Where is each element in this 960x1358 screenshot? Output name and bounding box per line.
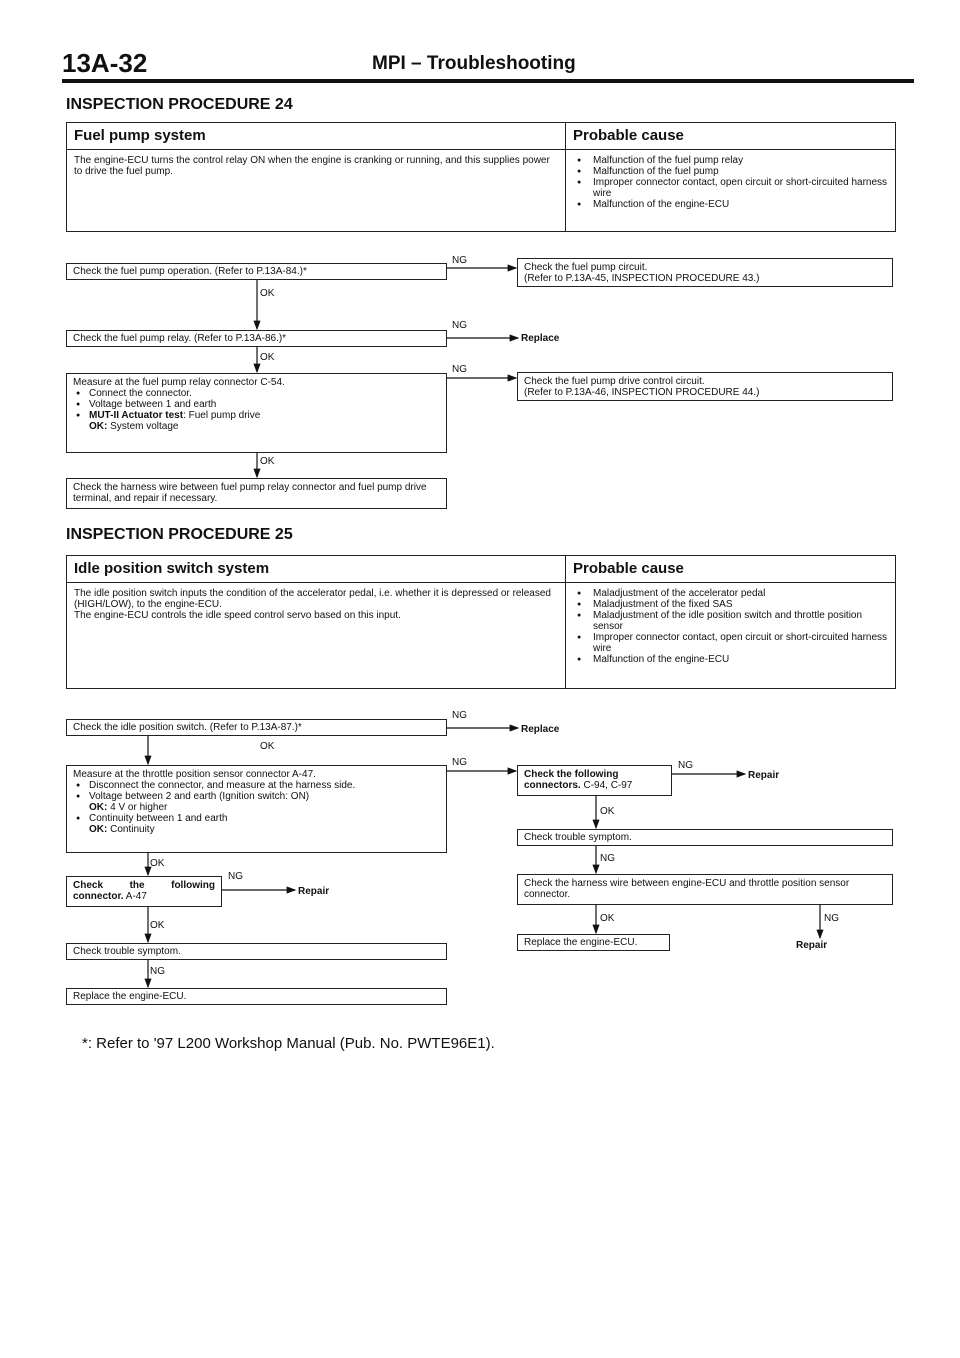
list-item: ● Improper connector contact, open circuit or short-circuited harness wire [593, 632, 888, 654]
flow-ok-label: OK [150, 858, 165, 869]
proc24-step2-ng-text: Replace [521, 333, 560, 344]
proc25-cause-title: Probable cause [566, 556, 895, 583]
proc25-r1-ng-text: Repair [748, 770, 780, 781]
proc25-step3-code: A-47 [123, 891, 147, 902]
flow-ng-label: NG [452, 364, 467, 375]
ok-label: OK: [89, 802, 108, 813]
list-item: ● Malfunction of the engine-ECU [593, 199, 888, 210]
page-number: 13A-32 [62, 48, 148, 78]
list-item: ● Connect the connector. [89, 388, 440, 399]
proc24-step4-text: Check the harness wire between fuel pump relay connector and fuel pump drive terminal, and repair if necessary. [73, 482, 427, 504]
mut-label: MUT-II Actuator test [89, 410, 184, 421]
flow-ng-label: NG [600, 853, 615, 864]
mut-text: : Fuel pump drive [183, 410, 261, 421]
list-item: ● Maladjustment of the fixed SAS [593, 599, 888, 610]
footnote: *: Refer to '97 L200 Workshop Manual (Pub. No. PWTE96E1). [82, 1035, 495, 1052]
flow-ng-label: NG [452, 320, 467, 331]
proc24-description: The engine-ECU turns the control relay ON when the engine is cranking or running, and this supplies power to drive the fuel pump. [74, 155, 550, 177]
ok-text: System voltage [107, 421, 179, 432]
proc25-step1-ng-text: Replace [521, 724, 560, 735]
flow-ok-label: OK [260, 288, 275, 299]
proc25-r1-code: C-94, C-97 [580, 780, 633, 791]
flow-ok-label: OK [260, 456, 275, 467]
proc25-step4-text: Check trouble symptom. [73, 946, 181, 957]
ok-text: Continuity [107, 824, 155, 835]
list-item: ● Maladjustment of the idle position switch and throttle position sensor [593, 610, 888, 632]
continuity-text: Continuity between 1 and earth [89, 813, 228, 824]
flow-ng-label: NG [150, 966, 165, 977]
proc25-r1-label: Check the following connectors. [524, 769, 619, 791]
proc25-description-2: The engine-ECU controls the idle speed control servo based on this input. [74, 610, 401, 621]
ok-label: OK: [89, 421, 108, 432]
proc25-r2-text: Check trouble symptom. [524, 832, 632, 843]
flow-ok-label: OK [260, 741, 275, 752]
flow-ng-label: NG [452, 255, 467, 266]
proc24-step1-text: Check the fuel pump operation. (Refer to P.13A-84.)* [73, 266, 307, 277]
ok-label: OK: [89, 824, 108, 835]
flow-ng-label: NG [824, 913, 839, 924]
flow-ok-label: OK [260, 352, 275, 363]
proc24-step3-title: Measure at the fuel pump relay connector C-54. [73, 377, 285, 388]
proc24-step2-text: Check the fuel pump relay. (Refer to P.13A-86.)* [73, 333, 287, 344]
list-item: ● Malfunction of the fuel pump relay [593, 155, 888, 166]
flow-ok-label: OK [600, 913, 615, 924]
flow-ok-label: OK [600, 806, 615, 817]
flow-ok-label: OK [150, 920, 165, 931]
list-item: ● Voltage between 1 and earth [89, 399, 440, 410]
proc25-step5-text: Replace the engine-ECU. [73, 991, 187, 1002]
proc25-step1-text: Check the idle position switch. (Refer to P.13A-87.)* [73, 722, 302, 733]
proc24-system-title: Fuel pump system [67, 123, 565, 150]
proc24-title: INSPECTION PROCEDURE 24 [66, 96, 293, 113]
flow-ng-label: NG [452, 710, 467, 721]
flow-ng-label: NG [678, 760, 693, 771]
proc24-step1-ng-ref: (Refer to P.13A-45, INSPECTION PROCEDURE 43.) [524, 273, 760, 284]
proc25-step3-label: Check the following connector. [73, 880, 215, 902]
page-title: MPI – Troubleshooting [372, 53, 576, 74]
proc25-r3-ng-text: Repair [796, 940, 828, 951]
proc25-r3-text: Check the harness wire between engine-ECU and throttle position sensor connector. [524, 878, 850, 900]
proc25-title: INSPECTION PROCEDURE 25 [66, 526, 293, 543]
flow-ng-label: NG [452, 757, 467, 768]
voltage-text: Voltage between 2 and earth (Ignition switch: ON) [89, 791, 310, 802]
proc25-step3-ng-text: Repair [298, 886, 330, 897]
proc25-step2-title: Measure at the throttle position sensor connector A-47. [73, 769, 316, 780]
list-item: ● Malfunction of the fuel pump [593, 166, 888, 177]
list-item: ● Maladjustment of the accelerator pedal [593, 588, 888, 599]
list-item: ● Disconnect the connector, and measure at the harness side. [89, 780, 440, 791]
proc24-cause-title: Probable cause [566, 123, 895, 150]
proc24-step3-ng-text: Check the fuel pump drive control circuit. [524, 376, 705, 387]
flow-ng-label: NG [228, 871, 243, 882]
proc24-step3-ng-ref: (Refer to P.13A-46, INSPECTION PROCEDURE 44.) [524, 387, 760, 398]
proc25-system-title: Idle position switch system [67, 556, 565, 583]
list-item: ● Malfunction of the engine-ECU [593, 654, 888, 665]
proc24-step1-ng-text: Check the fuel pump circuit. [524, 262, 648, 273]
proc25-r4-text: Replace the engine-ECU. [524, 937, 638, 948]
ok-text: 4 V or higher [107, 802, 168, 813]
list-item: ● Improper connector contact, open circuit or short-circuited harness wire [593, 177, 888, 199]
proc25-description-1: The idle position switch inputs the condition of the accelerator pedal, i.e. whether it is depressed or released (HIGH/LOW), to the engine-ECU. [74, 588, 551, 610]
